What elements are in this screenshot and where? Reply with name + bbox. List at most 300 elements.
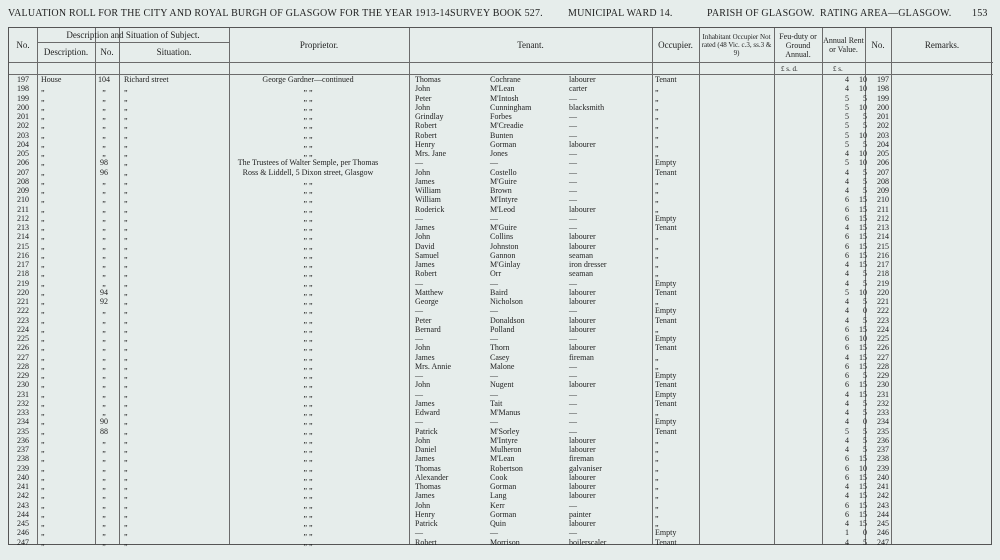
annual-pounds: 4 <box>845 352 849 362</box>
tenant-surname: Gorman <box>490 509 517 519</box>
situation: „ <box>124 186 128 195</box>
tenant-surname: Nicholson <box>490 297 523 306</box>
description: „ <box>41 176 45 186</box>
tenant-first-name: Matthew <box>415 287 444 297</box>
row-number-right: 247 <box>877 537 889 547</box>
table-row <box>9 177 993 186</box>
description: „ <box>41 269 45 279</box>
occupier: „ <box>655 269 659 279</box>
occupier: Empty <box>655 213 677 223</box>
tenant-first-name: Henry <box>415 139 435 149</box>
tenant-surname: M'Intyre <box>490 435 518 445</box>
proprietor: „ „ <box>303 519 313 528</box>
house-number: „ <box>102 269 106 279</box>
annual-pounds: 6 <box>845 324 849 334</box>
row-number: 211 <box>17 204 29 214</box>
occupation: — <box>569 408 577 417</box>
tenant-first-name: John <box>415 167 431 177</box>
situation: „ <box>124 130 128 140</box>
occupier: Tenant <box>655 537 677 547</box>
occupation: — <box>569 426 577 436</box>
table-row <box>9 399 993 408</box>
proprietor: „ „ <box>303 482 313 491</box>
description: „ <box>41 278 45 288</box>
house-number: „ <box>102 260 106 269</box>
occupation: — <box>569 186 577 195</box>
annual-pounds: 4 <box>845 398 849 408</box>
tenant-surname: M'Leod <box>490 204 515 214</box>
proprietor: „ „ <box>303 417 313 427</box>
occupier: „ <box>655 176 659 186</box>
tenant-first-name: — <box>415 213 423 223</box>
tenant-surname: Kerr <box>490 500 505 510</box>
row-number: 220 <box>17 287 29 297</box>
proprietor: „ „ <box>303 287 313 297</box>
row-number-right: 209 <box>877 186 889 195</box>
tenant-surname: — <box>490 371 498 380</box>
row-number-right: 237 <box>877 445 889 454</box>
occupier: Empty <box>655 528 677 538</box>
occupation: — <box>569 500 577 510</box>
occupation: fireman <box>569 454 594 464</box>
table-row <box>9 491 993 500</box>
annual-pounds: 6 <box>845 204 849 214</box>
proprietor: The Trustees of Walter Semple, per Thomas <box>237 158 379 168</box>
house-number: „ <box>102 232 106 242</box>
occupier: „ <box>655 352 659 362</box>
row-number: 200 <box>17 102 29 112</box>
tenant-surname: Donaldson <box>490 315 525 325</box>
annual-pounds: 5 <box>845 426 849 436</box>
situation: „ <box>124 519 128 528</box>
col-header-remarks: Remarks. <box>924 40 960 50</box>
row-number-right: 241 <box>877 482 889 491</box>
row-number: 202 <box>17 121 29 131</box>
tenant-surname: Robertson <box>490 463 523 473</box>
row-number-right: 218 <box>877 269 889 279</box>
tenant-surname: — <box>490 158 498 168</box>
annual-pounds: 5 <box>845 93 849 103</box>
col-header-no: No. <box>16 40 30 50</box>
situation: „ <box>124 315 128 325</box>
row-number-right: 211 <box>877 204 889 214</box>
col-header-inhabitant: Inhabitant Occupier Not rated (48 Vic. c.3, ss.3 & 9) <box>701 33 772 57</box>
tenant-first-name: John <box>415 84 431 94</box>
house-number: „ <box>102 371 106 380</box>
description: „ <box>41 297 45 306</box>
tenant-first-name: — <box>415 528 423 538</box>
occupier: „ <box>655 324 659 334</box>
tenant-surname: Casey <box>490 352 510 362</box>
tenant-first-name: David <box>415 241 435 251</box>
feu-units: £ s. d. <box>781 65 798 73</box>
row-number-right: 230 <box>877 380 889 390</box>
table-row <box>9 251 993 260</box>
occupier: Empty <box>655 334 677 343</box>
table-row <box>9 473 993 482</box>
tenant-surname: M'Guire <box>490 223 517 232</box>
tenant-first-name: George <box>415 297 439 306</box>
annual-pounds: 6 <box>845 500 849 510</box>
occupation: — <box>569 306 577 316</box>
occupation: iron dresser <box>569 260 607 269</box>
row-number: 235 <box>17 426 29 436</box>
proprietor: „ „ <box>303 380 313 390</box>
table-row <box>9 205 993 214</box>
row-number-right: 203 <box>877 130 889 140</box>
house-number: „ <box>102 389 106 399</box>
table-row <box>9 325 993 334</box>
row-number-right: 201 <box>877 112 889 121</box>
row-number: 227 <box>17 352 29 362</box>
row-number-right: 222 <box>877 306 889 316</box>
annual-shillings: 5 <box>863 93 867 103</box>
tenant-surname: Thorn <box>490 343 510 353</box>
description: „ <box>41 519 45 528</box>
proprietor: „ „ <box>303 149 313 158</box>
table-row <box>9 84 993 93</box>
occupation: labourer <box>569 232 596 242</box>
row-number: 209 <box>17 186 29 195</box>
occupier: „ <box>655 84 659 94</box>
table-row <box>9 362 993 371</box>
description: „ <box>41 417 45 427</box>
row-number-right: 224 <box>877 324 889 334</box>
situation: „ <box>124 102 128 112</box>
table-row <box>9 417 993 426</box>
row-number: 233 <box>17 408 29 417</box>
col-header-description-group: Description and Situation of Subject. <box>66 30 200 40</box>
proprietor: „ „ <box>303 93 313 103</box>
proprietor: „ „ <box>303 426 313 436</box>
row-number: 232 <box>17 398 29 408</box>
house-number: „ <box>102 352 106 362</box>
table-row <box>9 436 993 445</box>
annual-pounds: 4 <box>845 389 849 399</box>
tenant-first-name: John <box>415 102 431 112</box>
tenant-first-name: — <box>415 371 423 380</box>
row-number: 247 <box>17 537 29 547</box>
proprietor: „ „ <box>303 269 313 279</box>
tenant-first-name: Peter <box>415 93 432 103</box>
occupation: — <box>569 158 577 168</box>
annual-pounds: 6 <box>845 343 849 353</box>
tenant-first-name: James <box>415 260 435 269</box>
house-number: „ <box>102 121 106 131</box>
situation: „ <box>124 121 128 131</box>
annual-pounds: 5 <box>845 112 849 121</box>
occupation: — <box>569 398 577 408</box>
proprietor: „ „ <box>303 102 313 112</box>
col-header-situation: Situation. <box>156 47 192 57</box>
row-number: 224 <box>17 324 29 334</box>
proprietor: „ „ <box>303 223 313 232</box>
tenant-first-name: James <box>415 223 435 232</box>
situation: „ <box>124 139 128 149</box>
annual-shillings: 5 <box>863 315 867 325</box>
table-row <box>9 75 993 84</box>
proprietor: „ „ <box>303 241 313 251</box>
situation: „ <box>124 176 128 186</box>
house-number: „ <box>102 435 106 445</box>
occupier: Empty <box>655 306 677 316</box>
occupier: „ <box>655 139 659 149</box>
situation: „ <box>124 112 128 121</box>
annual-shillings: 15 <box>859 472 867 482</box>
tenant-first-name: — <box>415 306 423 316</box>
table-row <box>9 316 993 325</box>
occupation: — <box>569 334 577 343</box>
occupier: „ <box>655 186 659 195</box>
annual-shillings: 15 <box>859 241 867 251</box>
annual-pounds: 6 <box>845 454 849 464</box>
table-row <box>9 445 993 454</box>
annual-pounds: 6 <box>845 472 849 482</box>
situation: „ <box>124 343 128 353</box>
description: „ <box>41 435 45 445</box>
row-number: 244 <box>17 509 29 519</box>
description: „ <box>41 380 45 390</box>
occupation: labourer <box>569 315 596 325</box>
proprietor: „ „ <box>303 260 313 269</box>
occupier: Tenant <box>655 315 677 325</box>
row-number-right: 232 <box>877 398 889 408</box>
situation: „ <box>124 445 128 454</box>
situation: „ <box>124 435 128 445</box>
description: „ <box>41 334 45 343</box>
proprietor: „ „ <box>303 352 313 362</box>
proprietor: „ „ <box>303 195 313 205</box>
proprietor: „ „ <box>303 371 313 380</box>
tenant-surname: M'Intyre <box>490 195 518 205</box>
occupier: Tenant <box>655 426 677 436</box>
annual-shillings: 5 <box>863 371 867 380</box>
col-header-house-no: No. <box>100 47 114 57</box>
annual-shillings: 5 <box>863 176 867 186</box>
row-number: 241 <box>17 482 29 491</box>
house-number: 96 <box>100 167 108 177</box>
situation: „ <box>124 472 128 482</box>
row-number-right: 225 <box>877 334 889 343</box>
row-number-right: 229 <box>877 371 889 380</box>
row-number-right: 199 <box>877 93 889 103</box>
annual-pounds: 6 <box>845 232 849 242</box>
description: „ <box>41 454 45 464</box>
row-number: 236 <box>17 435 29 445</box>
occupier: „ <box>655 93 659 103</box>
table-row <box>9 427 993 436</box>
tenant-first-name: Roderick <box>415 204 445 214</box>
row-number: 243 <box>17 500 29 510</box>
house-number: „ <box>102 509 106 519</box>
description: „ <box>41 93 45 103</box>
row-number: 240 <box>17 472 29 482</box>
table-row <box>9 538 993 547</box>
tenant-surname: M'Guire <box>490 176 517 186</box>
annual-shillings: 15 <box>859 250 867 260</box>
annual-pounds: 5 <box>845 158 849 168</box>
occupation: — <box>569 130 577 140</box>
occupier: „ <box>655 130 659 140</box>
description: „ <box>41 121 45 131</box>
row-number-right: 242 <box>877 491 889 501</box>
tenant-surname: Jones <box>490 149 508 158</box>
house-number: „ <box>102 343 106 353</box>
tenant-first-name: — <box>415 278 423 288</box>
annual-shillings: 10 <box>859 287 867 297</box>
annual-shillings: 10 <box>859 102 867 112</box>
situation: „ <box>124 84 128 94</box>
situation: „ <box>124 334 128 343</box>
description: „ <box>41 84 45 94</box>
annual-shillings: 5 <box>863 537 867 547</box>
table-row <box>9 343 993 352</box>
row-number-right: 246 <box>877 528 889 538</box>
annual-shillings: 15 <box>859 389 867 399</box>
annual-shillings: 5 <box>863 408 867 417</box>
annual-pounds: 5 <box>845 121 849 131</box>
row-number: 198 <box>17 84 29 94</box>
row-number-right: 245 <box>877 519 889 528</box>
table-row <box>9 112 993 121</box>
occupier: „ <box>655 491 659 501</box>
row-number-right: 236 <box>877 435 889 445</box>
table-row <box>9 297 993 306</box>
tenant-surname: — <box>490 306 498 316</box>
occupation: — <box>569 223 577 232</box>
annual-pounds: 4 <box>845 84 849 94</box>
tenant-surname: Gorman <box>490 139 517 149</box>
description: „ <box>41 537 45 547</box>
occupier: „ <box>655 232 659 242</box>
house-number: „ <box>102 445 106 454</box>
row-number: 226 <box>17 343 29 353</box>
survey-book: SURVEY BOOK 527. <box>450 8 543 19</box>
row-number: 197 <box>17 75 29 84</box>
situation: „ <box>124 287 128 297</box>
row-number-right: 239 <box>877 463 889 473</box>
house-number: „ <box>102 361 106 371</box>
occupier: Tenant <box>655 380 677 390</box>
description: „ <box>41 500 45 510</box>
occupation: labourer <box>569 435 596 445</box>
occupation: — <box>569 278 577 288</box>
proprietor: „ „ <box>303 509 313 519</box>
tenant-first-name: Peter <box>415 315 432 325</box>
tenant-first-name: John <box>415 232 431 242</box>
tenant-first-name: Robert <box>415 121 437 131</box>
situation: „ <box>124 324 128 334</box>
annual-pounds: 6 <box>845 334 849 343</box>
description: „ <box>41 361 45 371</box>
occupier: „ <box>655 482 659 491</box>
tenant-first-name: Thomas <box>415 463 441 473</box>
description: „ <box>41 528 45 538</box>
situation: „ <box>124 93 128 103</box>
occupation: — <box>569 417 577 427</box>
annual-pounds: 6 <box>845 509 849 519</box>
municipal-ward: MUNICIPAL WARD 14. <box>568 8 673 19</box>
description: „ <box>41 241 45 251</box>
description: „ <box>41 250 45 260</box>
annual-pounds: 6 <box>845 213 849 223</box>
description: „ <box>41 408 45 417</box>
col-header-occupier: Occupier. <box>658 40 693 50</box>
occupier: „ <box>655 463 659 473</box>
occupier: „ <box>655 149 659 158</box>
annual-pounds: 4 <box>845 186 849 195</box>
house-number: „ <box>102 195 106 205</box>
situation: „ <box>124 297 128 306</box>
annual-shillings: 15 <box>859 361 867 371</box>
annual-shillings: 15 <box>859 380 867 390</box>
occupation: — <box>569 195 577 205</box>
row-number: 234 <box>17 417 29 427</box>
description: „ <box>41 352 45 362</box>
tenant-first-name: — <box>415 158 423 168</box>
row-number-right: 205 <box>877 149 889 158</box>
col-header-tenant: Tenant. <box>517 40 544 50</box>
proprietor: „ „ <box>303 186 313 195</box>
annual-shillings: 15 <box>859 223 867 232</box>
row-number: 246 <box>17 528 29 538</box>
annual-pounds: 6 <box>845 463 849 473</box>
occupier: „ <box>655 408 659 417</box>
description: „ <box>41 482 45 491</box>
occupation: labourer <box>569 343 596 353</box>
annual-shillings: 15 <box>859 343 867 353</box>
row-number-right: 217 <box>877 260 889 269</box>
description: „ <box>41 343 45 353</box>
row-number: 210 <box>17 195 29 205</box>
tenant-surname: Nugent <box>490 380 514 390</box>
description: „ <box>41 306 45 316</box>
annual-shillings: 5 <box>863 186 867 195</box>
annual-pounds: 4 <box>845 491 849 501</box>
situation: „ <box>124 371 128 380</box>
row-number-right: 223 <box>877 315 889 325</box>
proprietor: „ „ <box>303 343 313 353</box>
proprietor: „ „ <box>303 130 313 140</box>
description: „ <box>41 398 45 408</box>
proprietor: „ „ <box>303 232 313 242</box>
parish: PARISH OF GLASGOW. <box>707 8 815 19</box>
situation: „ <box>124 426 128 436</box>
tenant-first-name: Thomas <box>415 482 441 491</box>
annual-pounds: 5 <box>845 102 849 112</box>
page-header <box>0 0 1000 24</box>
tenant-first-name: James <box>415 176 435 186</box>
annual-shillings: 10 <box>859 149 867 158</box>
annual-pounds: 4 <box>845 537 849 547</box>
tenant-surname: M'Creadie <box>490 121 524 131</box>
situation: „ <box>124 380 128 390</box>
table-row <box>9 371 993 380</box>
situation: „ <box>124 306 128 316</box>
occupier: Tenant <box>655 398 677 408</box>
situation: „ <box>124 213 128 223</box>
proprietor: „ „ <box>303 213 313 223</box>
annual-shillings: 5 <box>863 139 867 149</box>
occupier: „ <box>655 250 659 260</box>
proprietor: „ „ <box>303 306 313 316</box>
proprietor: „ „ <box>303 445 313 454</box>
proprietor: „ „ <box>303 176 313 186</box>
row-number: 203 <box>17 130 29 140</box>
situation: „ <box>124 491 128 501</box>
table-row <box>9 140 993 149</box>
tenant-surname: Baird <box>490 287 508 297</box>
